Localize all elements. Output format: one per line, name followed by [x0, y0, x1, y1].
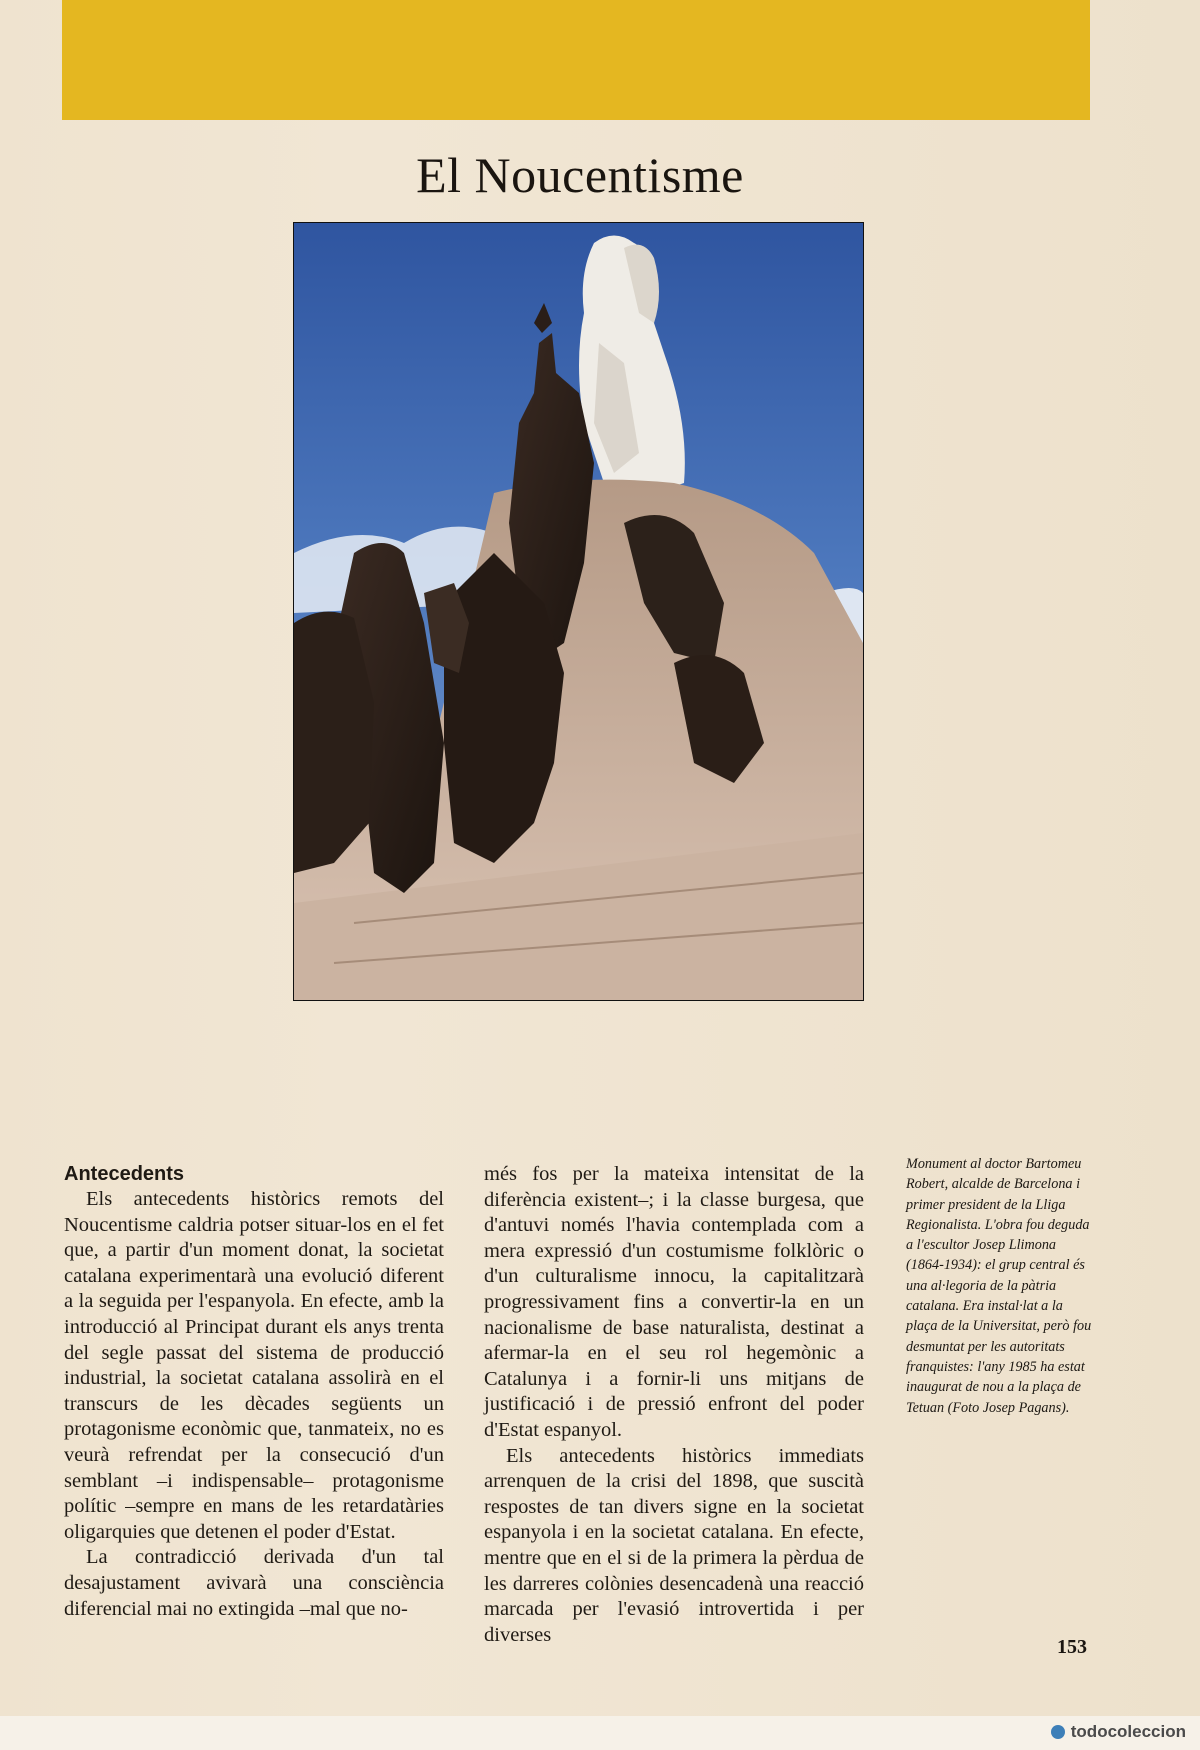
text-column-right — [484, 1162, 864, 1648]
section-heading: Antecedents — [64, 1163, 185, 1185]
header-color-band — [62, 0, 1090, 120]
todocoleccion-logo-icon — [1051, 1725, 1065, 1739]
page-title: El Noucentisme — [416, 147, 744, 203]
paragraph: Els antecedents històrics immediats arrenquen de la crisi del 1898, que suscità respostes de tan divers signe en la societat espanyola i en la societat catalana. En efecte, mentre que en el si de la primera la pèrdua de les darreres colònies desencadenà una reacció marcada per l'evasió introvertida i per diverses — [484, 1444, 864, 1646]
monument-image — [294, 223, 863, 1000]
paragraph: La contradicció derivada d'un tal desajustament avivarà una consciència diferencial mai no extingida –mal que no- — [64, 1546, 444, 1620]
text-column-left — [64, 1162, 444, 1622]
monument-photo — [293, 222, 864, 1001]
watermark[interactable] — [1051, 1722, 1186, 1742]
page-number: 153 — [1057, 1636, 1087, 1658]
paragraph: més fos per la mateixa intensitat de la diferència existent–; i la classe burgesa, que d'antuvi només l'havia contemplada com a mera expressió d'un costumisme folklòric o d'un culturalisme innocu, la capitalitzarà progressivament fins a convertir-la en un nacionalisme de base naturalista, destinat a afermar-la en el seu rol hegemònic a Catalunya i a fornir-li uns mitjans de justificació i de pressió enfront del poder d'Estat espanyol. — [484, 1163, 864, 1441]
watermark-text: todocoleccion — [1070, 1722, 1186, 1741]
paragraph: Els antecedents històrics remots del Noucentisme caldria potser situar-los en el fet que, a partir d'un moment donat, la societat catalana experimentarà una evolució diferent a la seguida per l'espanyola. En efecte, amb la introducció al Principat durant els anys trenta del segle passat del sistema de producció industrial, la societat catalana assolirà en el transcurs de les dècades següents un protagonisme econòmic que, tanmateix, no es veurà refrendat per la consecució d'un semblant –i indispensable– protagonisme polític –sempre en mans de les retardatàries oligarquies que detenen el poder d'Estat. — [64, 1188, 444, 1543]
photo-caption: Monument al doctor Bartomeu Robert, alcalde de Barcelona i primer president de la Lliga Regionalista. L'obra fou deguda a l'escultor Josep Llimona (1864-1934): el grup central és una al·legoria de la pàtria catalana. Era instal·lat a la plaça de la Universitat, però fou desmuntat per les autoritats franquistes: l'any 1985 ha estat inaugurat de nou a la plaça de Tetuan (Foto Josep Pagans). — [906, 1156, 1092, 1416]
footer-bar — [0, 1716, 1200, 1750]
